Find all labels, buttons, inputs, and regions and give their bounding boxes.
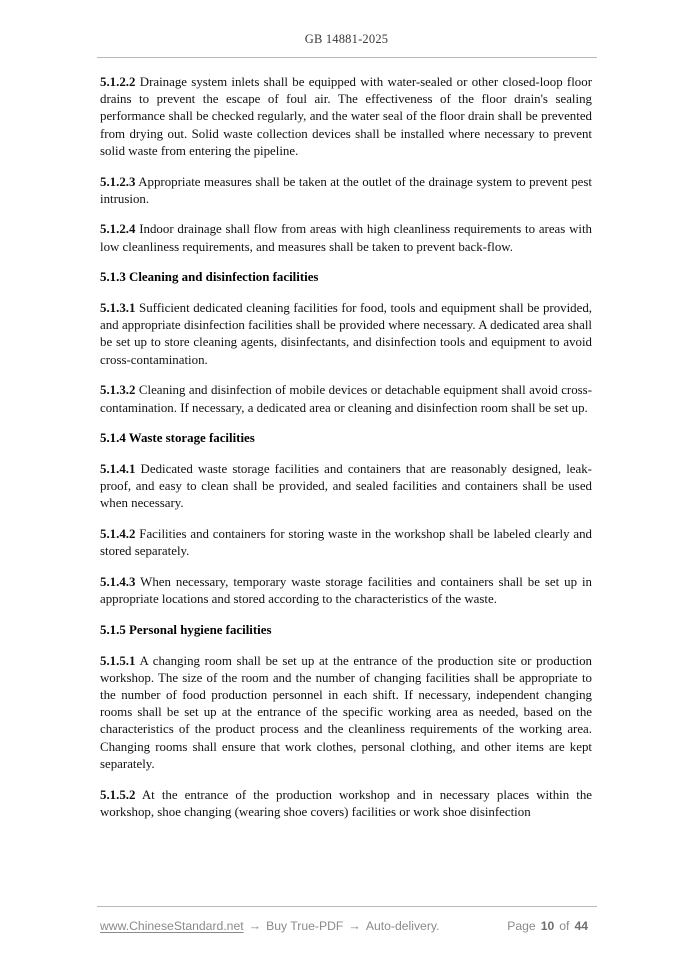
- page-number: 10: [540, 919, 555, 933]
- website-link[interactable]: www.ChineseStandard.net: [100, 919, 244, 933]
- document-code: GB 14881-2025: [304, 32, 389, 46]
- clause-text: At the entrance of the production workshop and in necessary places within the workshop, shoe changing (wearing shoe covers) facilities or work shoe disinfection: [100, 787, 592, 819]
- clause-text: Cleaning and disinfection of mobile devices or detachable equipment shall avoid cross-contamination. If necessary, a dedicated area or cleaning and disinfection room shall be set up.: [100, 383, 592, 415]
- document-body: [100, 74, 592, 821]
- clause-paragraph: [100, 300, 592, 369]
- clause-number: 5.1.4.2: [100, 527, 136, 542]
- arrow-right-icon: →: [248, 919, 262, 933]
- section-heading: 5.1.3 Cleaning and disinfection facilities: [100, 270, 319, 285]
- clause-number: 5.1.5.2: [100, 787, 136, 802]
- clause-paragraph: [100, 653, 592, 773]
- section-heading: 5.1.5 Personal hygiene facilities: [100, 622, 272, 637]
- clause-number: 5.1.5.1: [100, 653, 136, 668]
- promo-buy-label: Buy True-PDF: [266, 919, 344, 933]
- clause-number: 5.1.2.4: [100, 222, 136, 237]
- clause-text: Indoor drainage shall flow from areas with high cleanliness requirements to areas with low cleanliness requirements, and measures shall be taken to prevent back-flow.: [100, 222, 592, 254]
- clause-text: Drainage system inlets shall be equipped with water-sealed or other closed-loop floor drains to prevent the escape of foul air. The effectiveness of the floor drain's sealing performance shall be checked regularly, and the water seal of the floor drain shall be prevented from drying out. Solid waste collection devices shall be installed where necessary to prevent solid waste from entering the pipeline.: [100, 75, 592, 158]
- clause-paragraph: [100, 526, 592, 560]
- arrow-right-icon-2: →: [348, 919, 361, 933]
- clause-text: A changing room shall be set up at the entrance of the production site or production workshop. The size of the room and the number of changing facilities shall be appropriate to the number of food production personnel in each shift. If necessary, independent changing rooms shall be set up at the entrance of the specific working area as needed, based on the characteristics of the product process and the cleanliness requirements of the working area. Changing rooms shall ensure that work clothes, personal clothing, and other items are kept separately.: [100, 653, 592, 771]
- page-header: [0, 30, 693, 48]
- footer-promo: [100, 919, 439, 933]
- section-heading: 5.1.4 Waste storage facilities: [100, 431, 255, 446]
- page-total: 44: [574, 919, 588, 933]
- clause-number: 5.1.2.2: [100, 75, 136, 89]
- of-label: of: [559, 919, 570, 933]
- clause-paragraph: [100, 461, 592, 513]
- clause-text: When necessary, temporary waste storage facilities and containers shall be set up in appropriate locations and stored according to the characteristics of the waste.: [100, 574, 592, 607]
- clause-paragraph: [100, 574, 592, 608]
- header-divider: [97, 57, 597, 58]
- clause-number: 5.1.2.3: [100, 174, 136, 189]
- clause-text: Dedicated waste storage facilities and containers that are reasonably designed, leak-proof, and easy to clean shall be provided, and sealed facilities and containers shall be used when necessary.: [100, 461, 592, 511]
- clause-number: 5.1.3.1: [100, 301, 136, 316]
- clause-paragraph: [100, 74, 592, 160]
- page-footer: [100, 915, 594, 937]
- clause-paragraph: [100, 174, 592, 208]
- clause-number: 5.1.4.1: [100, 461, 136, 476]
- footer-divider: [97, 906, 597, 907]
- clause-paragraph: [100, 787, 592, 821]
- clause-text: Sufficient dedicated cleaning facilities for food, tools and equipment shall be provided, and appropriate disinfection facilities shall be provided where necessary. A dedicated area shall be set up to store cleaning agents, disinfectants, and disinfection tools and equipment to avoid cross-contamination.: [100, 301, 592, 367]
- promo-delivery-label: Auto-delivery.: [365, 919, 440, 933]
- clause-number: 5.1.3.2: [100, 383, 136, 398]
- clause-text: Appropriate measures shall be taken at the outlet of the drainage system to prevent pest intrusion.: [100, 174, 592, 206]
- page-label: Page: [507, 919, 536, 933]
- clause-paragraph: [100, 382, 592, 416]
- clause-number: 5.1.4.3: [100, 574, 136, 589]
- clause-text: Facilities and containers for storing waste in the workshop shall be labeled clearly and stored separately.: [100, 527, 592, 559]
- page-indicator: [507, 919, 594, 933]
- clause-paragraph: [100, 221, 592, 255]
